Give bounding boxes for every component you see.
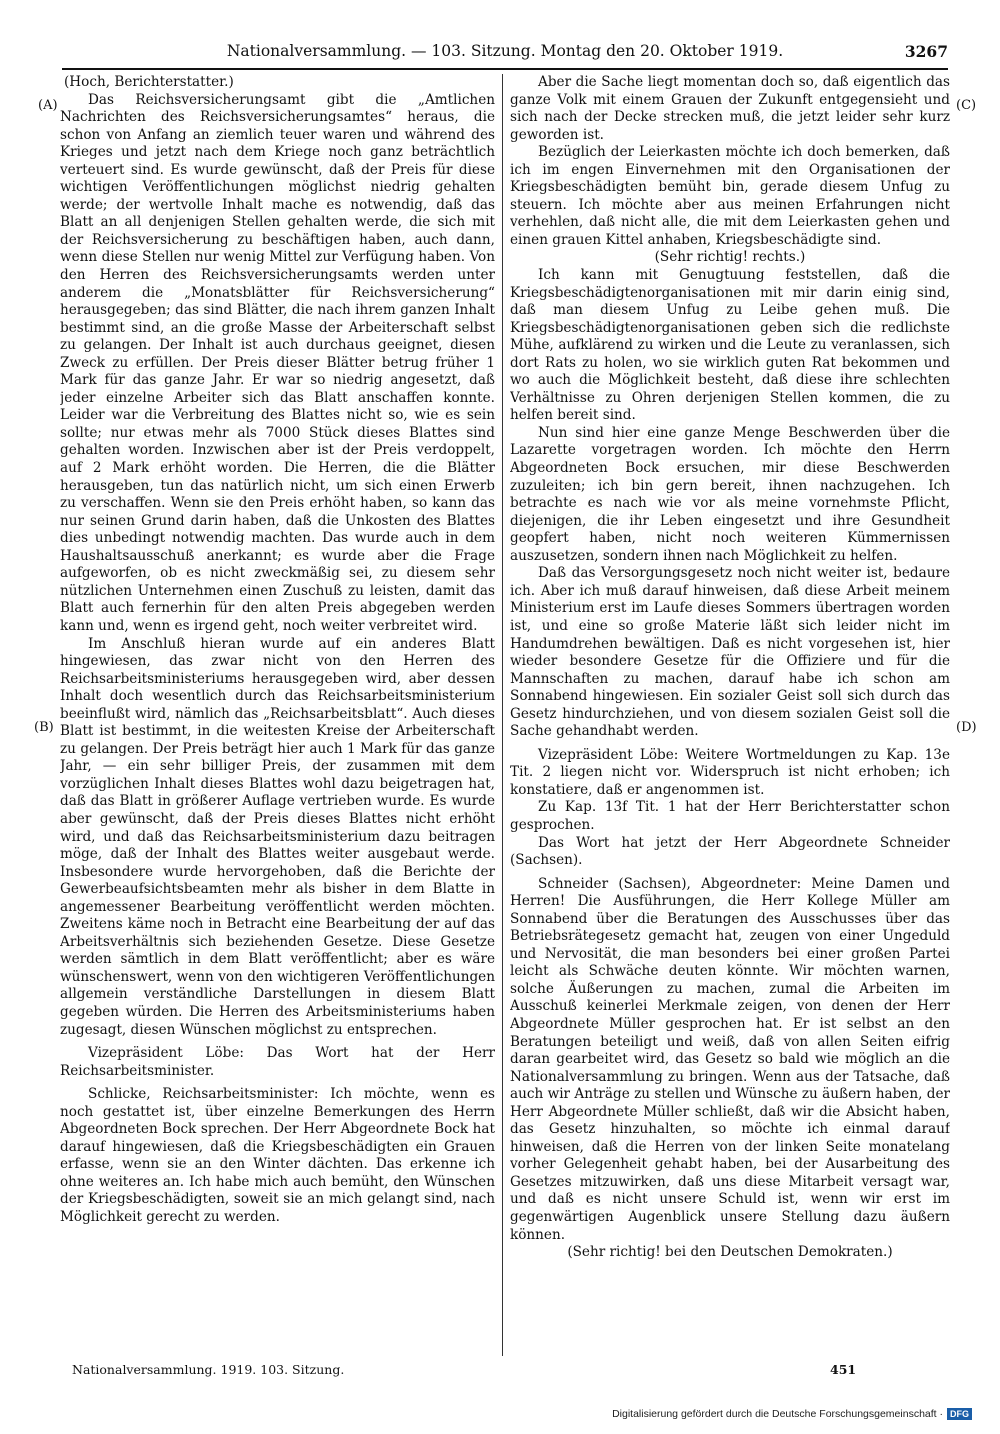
paragraph: Bezüglich der Leierkasten möchte ich doch bemerken, daß ich im engen Einvernehmen mit den Organisationen der Kriegsbeschädigten bemüht bin, gerade diesem Unfug zu steuern. Ich möchte aber aus meinen Erfahrungen nicht verhehlen, daß nicht alle, die mit dem Leierkasten gehen und einen grauen Kittel anhaben, Kriegsbeschädigte sind. — [510, 144, 950, 248]
margin-marker-b: (B) — [34, 720, 54, 735]
page-number: 3267 — [904, 42, 948, 61]
credit-text: Digitalisierung gefördert durch die Deutsche Forschungsgemeinschaft · — [612, 1408, 943, 1420]
margin-marker-c: (C) — [956, 98, 977, 113]
paragraph: Im Anschluß hieran wurde auf ein anderes Blatt hingewiesen, das zwar nicht von den Herren des Reichsarbeitsministeriums herausgegeben wird, aber dessen Inhalt doch wesentlich durch das Reichsarbeitsministerium beeinflußt wird, nämlich das „Reichsarbeitsblatt“. Auch dieses Blatt ist bestimmt, in die weitesten Kreise der Arbeiterschaft zu gelangen. Der Preis beträgt hier auch 1 Mark für das ganze Jahr, — ein sehr billiger Preis, der zusammen mit dem vorzüglichen Inhalt dieses Blattes wohl dazu beigetragen hat, daß das Blatt in größerer Auflage vertrieben wurde. Es wurde aber gewünscht, daß der Preis dieses Blattes nicht erhöht wird, und daß das Reichsarbeitsministerium dazu beitragen möge, daß der Inhalt des Blattes weiter ausgebaut werde. Insbesondere wurde hervorgehoben, daß die Berichte der Gewerbeaufsichtsbeamten mehr als bisher in dem Blatte in angemessener Bearbeitung veröffentlicht werden möchten. Zweitens käme noch in Betracht eine Bearbeitung der auf das Arbeitsverhältnis sich beziehenden Gesetze. Diese Gesetze werden sämtlich in dem Blatt veröffentlicht; aber es wäre wünschenswert, wenn von den wichtigeren Veröffentlichungen allgemein verständliche Darstellungen in diesem Blatt gegeben würden. Die Herren des Arbeitsministeriums haben zugesagt, diesen Wünschen möglichst zu entsprechen. — [60, 635, 495, 1038]
running-title: Nationalversammlung. — 103. Sitzung. Montag den 20. Oktober 1919. — [226, 42, 784, 60]
paragraph: Das Reichsversicherungsamt gibt die „Amtlichen Nachrichten des Reichsversicherungsamtes“ heraus, die schon von Anfang an ziemlich teuer waren und während des Krieges und jetzt nach dem Kriege noch ganz beträchtlich verteuert sind. Es wurde gewünscht, daß der Preis für diese wichtigen Veröffentlichungen möglichst niedrig gehalten werde; der wertvolle Inhalt mache es notwendig, daß das Blatt an all denjenigen Stellen gehalten werde, die sich mit der Reichsversicherung zu beschäftigen haben, auch dann, wenn diese Stellen nur wenig Mittel zur Verfügung haben. Von den Herren des Reichsversicherungsamts werden unter anderem die „Monatsblätter für Reichsversicherung“ herausgegeben; das sind Blätter, die nach ihrem ganzen Inhalt bestimmt sind, an die große Masse der Arbeiterschaft selbst zu gelangen. Der Inhalt ist auch durchaus geeignet, diesen Zweck zu erfüllen. Der Preis dieser Blätter betrug früher 1 Mark für das ganze Jahr. Er war so niedrig angesetzt, daß jeder einzelne Arbeiter sich das Blatt anschaffen konnte. Leider war die Verbreitung des Blattes nicht so, wie es sein sollte; nur etwas mehr als 7000 Stück dieses Blattes sind gehalten worden. Inzwischen aber ist der Preis verdoppelt, auf 2 Mark erhöht worden. Die Herren, die die Blätter herausgeben, tun das natürlich nicht, um sich einen Erwerb zu verschaffen. Wenn sie den Preis erhöht haben, so kann das nur seinen Grund darin haben, daß die Unkosten des Blattes dies unbedingt notwendig machten. Das wurde auch in dem Haushaltsausschuß anerkannt; es wurde aber die Frage aufgeworfen, ob es nicht zweckmäßig sei, zu diesem sehr nützlichen Unternehmen einen Zuschuß zu leisten, damit das Blatt auch fernerhin für den alten Preis abgegeben werden kann und, wenn es irgend geht, noch weiter verbreitet wird. — [60, 91, 495, 634]
speaker-note: (Hoch, Berichterstatter.) — [64, 74, 234, 90]
column-divider — [502, 74, 503, 1356]
paragraph: Vizepräsident Löbe: Das Wort hat der Herr Reichsarbeitsminister. — [60, 1045, 495, 1079]
paragraph: Schlicke, Reichsarbeitsminister: Ich möchte, wenn es noch gestattet ist, über einzelne Bemerkungen des Herrn Abgeordneten Bock sprechen. Der Herr Abgeordnete Bock hat darauf hingewiesen, daß die Kriegsbeschädigten ein Grauen erfasse, wenn sie an den Winter dächten. Das erkenne ich ohne weiteres an. Ich habe mich auch bemüht, den Wünschen der Kriegsbeschädigten, soweit sie an mich gelangt sind, nach Möglichkeit gerecht zu werden. — [60, 1086, 495, 1225]
margin-marker-a: (A) — [38, 98, 58, 113]
paragraph: Schneider (Sachsen), Abgeordneter: Meine Damen und Herren! Die Ausführungen, die Herr Kollege Müller am Sonnabend über die Beratungen des Ausschusses über das Betriebsrätegesetz gemacht hat, zeugen von einer Ungeduld und Nervosität, die man besonders bei einer großen Partei leicht als Schwäche deuten könnte. Wir möchten warnen, solche Äußerungen zu machen, zumal die Arbeiten im Ausschuß keinerlei Merkmale zeigen, von denen der Herr Abgeordnete Müller gesprochen hat. Er ist selbst an den Beratungen beteiligt und weiß, daß von allen Seiten eifrig daran gearbeitet wird, das Gesetz so bald wie möglich an die Nationalversammlung zu bringen. Wenn aus der Tatsache, daß auch wir Anträge zu stellen und Wünsche zu äußern haben, der Herr Abgeordnete Müller schließt, daß wir die Absicht haben, das Gesetz hinzuhalten, so möchte ich einmal darauf hinweisen, daß die Herren von der linken Seite monatelang vorher Gelegenheit gehabt haben, bei der Ausarbeitung des Gesetzes mitzuwirken, daß uns diese Mitarbeit versagt war, und daß es nicht unsere Schuld ist, wenn wir erst im gegenwärtigen Augenblick unsere Stellung dazu äußern können. — [510, 875, 950, 1243]
margin-marker-d: (D) — [956, 720, 977, 735]
paragraph: Vizepräsident Löbe: Weitere Wortmeldungen zu Kap. 13e Tit. 2 liegen nicht vor. Widerspruch ist nicht erhoben; ich konstatiere, daß er angenommen ist. — [510, 746, 950, 798]
signature-mark: 451 — [830, 1362, 857, 1377]
paragraph: Daß das Versorgungsgesetz noch nicht weiter ist, bedaure ich. Aber ich muß darauf hinweisen, daß diese Arbeit meinem Ministerium erst im Laufe dieses Sommers übertragen worden ist, und eine so große Materie läßt sich leider nicht im Handumdrehen bewältigen. Daß es nicht vorgesehen ist, hier wieder besondere Gesetze für die Offiziere und für die Mannschaften zu machen, darauf habe ich schon am Sonnabend hingewiesen. Ein sozialer Geist soll sich durch das Gesetz hindurchziehen, und von diesem sozialen Geist soll die Sache gehandhabt werden. — [510, 565, 950, 740]
footer-left: Nationalversammlung. 1919. 103. Sitzung. — [72, 1362, 345, 1377]
dfg-logo: DFG — [947, 1408, 972, 1420]
paragraph: Zu Kap. 13f Tit. 1 hat der Herr Berichterstatter schon gesprochen. — [510, 799, 950, 833]
interjection: (Sehr richtig! bei den Deutschen Demokraten.) — [567, 1244, 893, 1261]
paragraph: Aber die Sache liegt momentan doch so, daß eigentlich das ganze Volk mit einem Grauen der Zukunft entgegensieht und sich nach der Decke strecken muß, die jetzt leider sehr kurz geworden ist. — [510, 74, 950, 143]
left-column — [60, 74, 495, 1356]
running-header — [62, 42, 948, 70]
paragraph: Nun sind hier eine ganze Menge Beschwerden über die Lazarette vorgetragen worden. Ich möchte den Herrn Abgeordneten Bock ersuchen, mir diese Beschwerden zuzuleiten; ich bin gern bereit, ihnen nachzugehen. Ich betrachte es nach wie vor als meine vornehmste Pflicht, diejenigen, die ihr Leben eingesetzt und ihre Gesundheit geopfert haben, nicht noch weiteren Kümmernissen auszusetzen, sondern ihnen nach Möglichkeit zu helfen. — [510, 424, 950, 564]
interjection: (Sehr richtig! rechts.) — [654, 249, 806, 266]
digitization-credit — [612, 1408, 972, 1420]
paragraph: Ich kann mit Genugtuung feststellen, daß die Kriegsbeschädigtenorganisationen mit mir darin einig sind, daß man diesem Unfug zu Leibe gehen muß. Die Kriegsbeschädigtenorganisationen geben sich die redlichste Mühe, aufklärend zu wirken und die Leute zu veranlassen, sich dort Rats zu holen, wo sie wirklich guten Rat bekommen und wo auch die Möglichkeit besteht, daß diese ihre schlechten Verhältnisse zu Ohren derjenigen Stellen kommen, die zu helfen bereit sind. — [510, 267, 950, 424]
paragraph: Das Wort hat jetzt der Herr Abgeordnete Schneider (Sachsen). — [510, 834, 950, 869]
right-column — [510, 74, 950, 1356]
